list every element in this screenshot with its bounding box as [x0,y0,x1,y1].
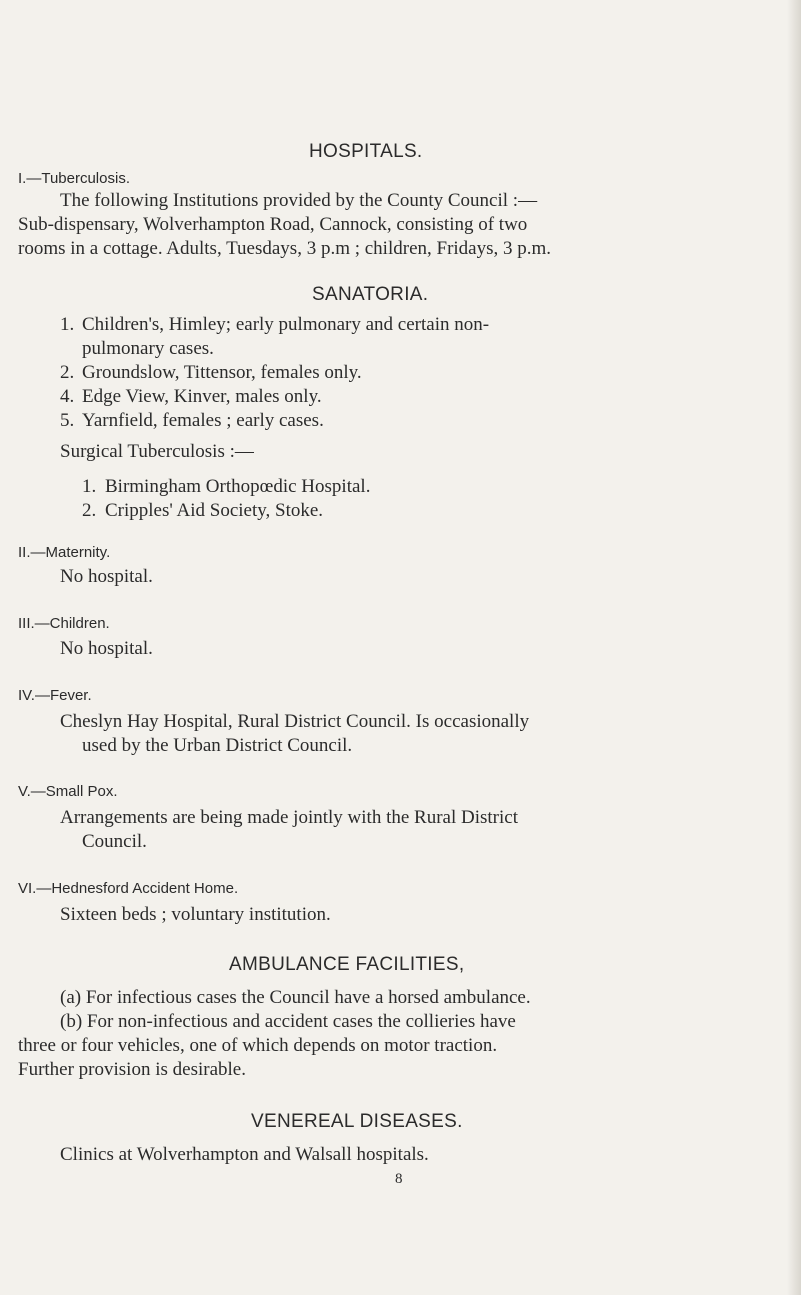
maternity-text: No hospital. [60,566,153,587]
smallpox-heading: V.—Small Pox. [18,783,118,800]
sanatorium-2-number: 2. [60,362,75,383]
accident-home-heading: VI.—Hednesford Accident Home. [18,880,239,897]
ambulance-title: AMBULANCE FACILITIES, [229,954,465,975]
sanatorium-4-number: 4. [60,386,75,407]
fever-line-2: used by the Urban District Council. [82,735,353,756]
smallpox-line-2: Council. [82,831,147,852]
sanatorium-1-line-2: pulmonary cases. [82,338,214,359]
surgical-2-number: 2. [82,500,97,521]
children-heading: III.—Children. [18,615,110,632]
tuberculosis-heading: I.—Tuberculosis. [18,170,130,187]
page-title: HOSPITALS. [309,141,423,162]
fever-heading: IV.—Fever. [18,687,92,704]
sanatorium-5-text: Yarnfield, females ; early cases. [82,410,324,431]
venereal-diseases-title: VENEREAL DISEASES. [251,1111,463,1132]
accident-home-text: Sixteen beds ; voluntary institution. [60,904,331,925]
sanatorium-1-line-1: Children's, Himley; early pulmonary and certain non- [82,314,490,335]
page-number: 8 [395,1171,403,1187]
fever-line-1: Cheslyn Hay Hospital, Rural District Council. Is occasionally [60,711,530,732]
page-edge-shadow [787,0,801,1295]
ambulance-line-b: (b) For non-infectious and accident cases the collieries have [60,1011,516,1032]
surgical-1-text: Birmingham Orthopœdic Hospital. [105,476,371,497]
tuberculosis-intro-line-3: rooms in a cottage. Adults, Tuesdays, 3 p.m ; children, Fridays, 3 p.m. [18,238,552,259]
maternity-heading: II.—Maternity. [18,544,111,561]
tuberculosis-intro-line-2: Sub-dispensary, Wolverhampton Road, Cannock, consisting of two [18,214,528,235]
surgical-2-text: Cripples' Aid Society, Stoke. [105,500,324,521]
sanatorium-5-number: 5. [60,410,75,431]
sanatoria-title: SANATORIA. [312,284,429,305]
ambulance-line-3: three or four vehicles, one of which depends on motor traction. [18,1035,498,1056]
children-text: No hospital. [60,638,153,659]
sanatorium-1-number: 1. [60,314,75,335]
smallpox-line-1: Arrangements are being made jointly with the Rural District [60,807,518,828]
venereal-diseases-text: Clinics at Wolverhampton and Walsall hospitals. [60,1144,429,1165]
surgical-1-number: 1. [82,476,97,497]
sanatorium-2-text: Groundslow, Tittensor, females only. [82,362,362,383]
ambulance-line-a: (a) For infectious cases the Council have a horsed ambulance. [60,987,531,1008]
sanatorium-4-text: Edge View, Kinver, males only. [82,386,322,407]
tuberculosis-intro-line-1: The following Institutions provided by the County Council :— [60,190,538,211]
ambulance-line-4: Further provision is desirable. [18,1059,246,1080]
surgical-tuberculosis-label: Surgical Tuberculosis :— [60,441,254,462]
